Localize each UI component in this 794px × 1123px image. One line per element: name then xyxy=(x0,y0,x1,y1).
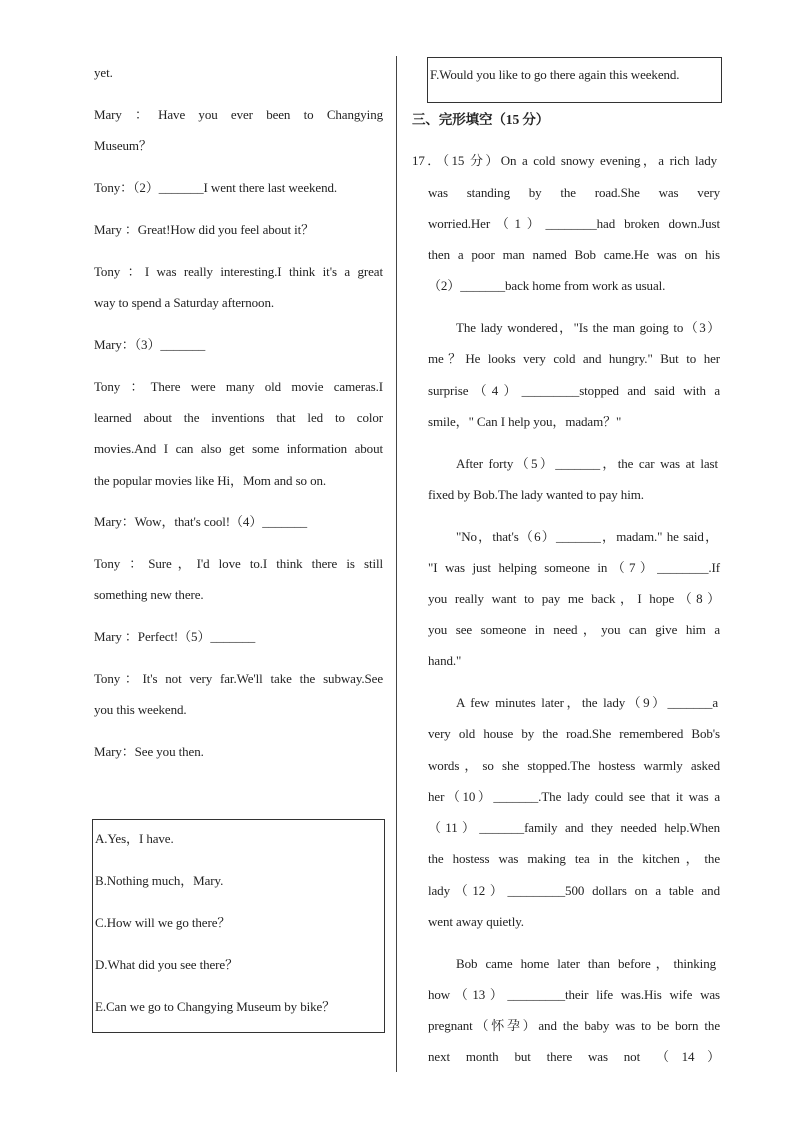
passage-line: you really want to pay me back，I hope（8） xyxy=(428,591,720,606)
dialogue-line: Tony ：There were many old movie cameras.I xyxy=(94,379,383,394)
passage-line: smile，" Can I help you，madam？" xyxy=(428,414,622,429)
passage-line: then a poor man named Bob came.He was on his xyxy=(428,247,720,262)
passage-line: surprise（4）_________stopped and said with a xyxy=(428,383,720,398)
dialogue-line: something new there. xyxy=(94,587,204,602)
passage-line: next month but there was not （14） xyxy=(428,1049,720,1064)
dialogue-line: Mary ：Great!How did you feel about it？ xyxy=(94,222,315,237)
section-heading: 三、完形填空（15 分） xyxy=(412,112,550,127)
dialogue-line: Museum？ xyxy=(94,138,152,153)
passage-line: the hostess was making tea in the kitchen，the xyxy=(428,851,720,866)
passage-line: A few minutes later，the lady（9）_______a xyxy=(456,695,718,710)
passage-line: how（13）_________their life was.His wife was xyxy=(428,987,720,1002)
passage-line: （2）_______back home from work as usual. xyxy=(428,278,666,293)
passage-line: words，so she stopped.The hostess warmly asked xyxy=(428,758,720,773)
passage-line: After forty（5）_______，the car was at last xyxy=(456,456,718,471)
dialogue-line: way to spend a Saturday afternoon. xyxy=(94,295,274,310)
dialogue-line: Mary ：Have you ever been to Changying xyxy=(94,107,383,122)
dialogue-line: Mary：（3）_______ xyxy=(94,337,206,352)
option-d: D.What did you see there？ xyxy=(95,957,238,972)
dialogue-line: Tony：（2）_______I went there last weekend. xyxy=(94,180,338,195)
passage-line: （11）_______family and they needed help.When xyxy=(428,820,720,835)
passage-line: hand." xyxy=(428,653,462,668)
dialogue-line: yet. xyxy=(94,65,113,80)
passage-line: her（10）_______.The lady could see that it was a xyxy=(428,789,720,804)
passage-line: pregnant（怀孕）and the baby was to be born the xyxy=(428,1018,720,1033)
passage-line: "No，that's（6）_______，madam." he said， xyxy=(456,529,718,544)
option-e: E.Can we go to Changying Museum by bike？ xyxy=(95,999,336,1014)
passage-line: The lady wondered，"Is the man going to（3） xyxy=(456,320,720,335)
passage-line: "I was just helping someone in（7）________.If xyxy=(428,560,720,575)
passage-line: worried.Her（1）________had broken down.Just xyxy=(428,216,720,231)
passage-line: went away quietly. xyxy=(428,914,524,929)
option-b: B.Nothing much，Mary. xyxy=(95,873,224,888)
dialogue-line: Tony：It's not very far.We'll take the subway.See xyxy=(94,671,383,686)
passage-line: you see someone in need，you can give him a xyxy=(428,622,720,637)
passage-line: very old house by the road.She remembered Bob's xyxy=(428,726,720,741)
option-a: A.Yes，I have. xyxy=(95,831,174,846)
passage-line: Bob came home later than before，thinking xyxy=(456,956,716,971)
dialogue-line: Mary ：Perfect!（5）_______ xyxy=(94,629,256,644)
dialogue-line: the popular movies like Hi，Mom and so on. xyxy=(94,473,327,488)
dialogue-line: movies.And I can also get some information about xyxy=(94,441,383,456)
dialogue-line: Tony ：Sure，I'd love to.I think there is still xyxy=(94,556,383,571)
dialogue-line: you this weekend. xyxy=(94,702,187,717)
passage-line: 17．（15 分）On a cold snowy evening，a rich lady xyxy=(412,153,717,168)
dialogue-line: Tony ：I was really interesting.I think it's a great xyxy=(94,264,383,279)
dialogue-line: learned about the inventions that led to color xyxy=(94,410,383,425)
dialogue-line: Mary：See you then. xyxy=(94,744,204,759)
option-f-box xyxy=(427,57,722,103)
dialogue-line: Mary：Wow，that's cool!（4）_______ xyxy=(94,514,308,529)
passage-line: me？He looks very cold and hungry." But to her xyxy=(428,351,720,366)
options-box xyxy=(92,819,385,1033)
passage-line: fixed by Bob.The lady wanted to pay him. xyxy=(428,487,644,502)
option-c: C.How will we go there？ xyxy=(95,915,231,930)
column-divider xyxy=(396,56,397,1072)
option-f: F.Would you like to go there again this weekend. xyxy=(430,67,680,82)
passage-line: was standing by the road.She was very xyxy=(428,185,720,200)
passage-line: lady（12）_________500 dollars on a table and xyxy=(428,883,720,898)
